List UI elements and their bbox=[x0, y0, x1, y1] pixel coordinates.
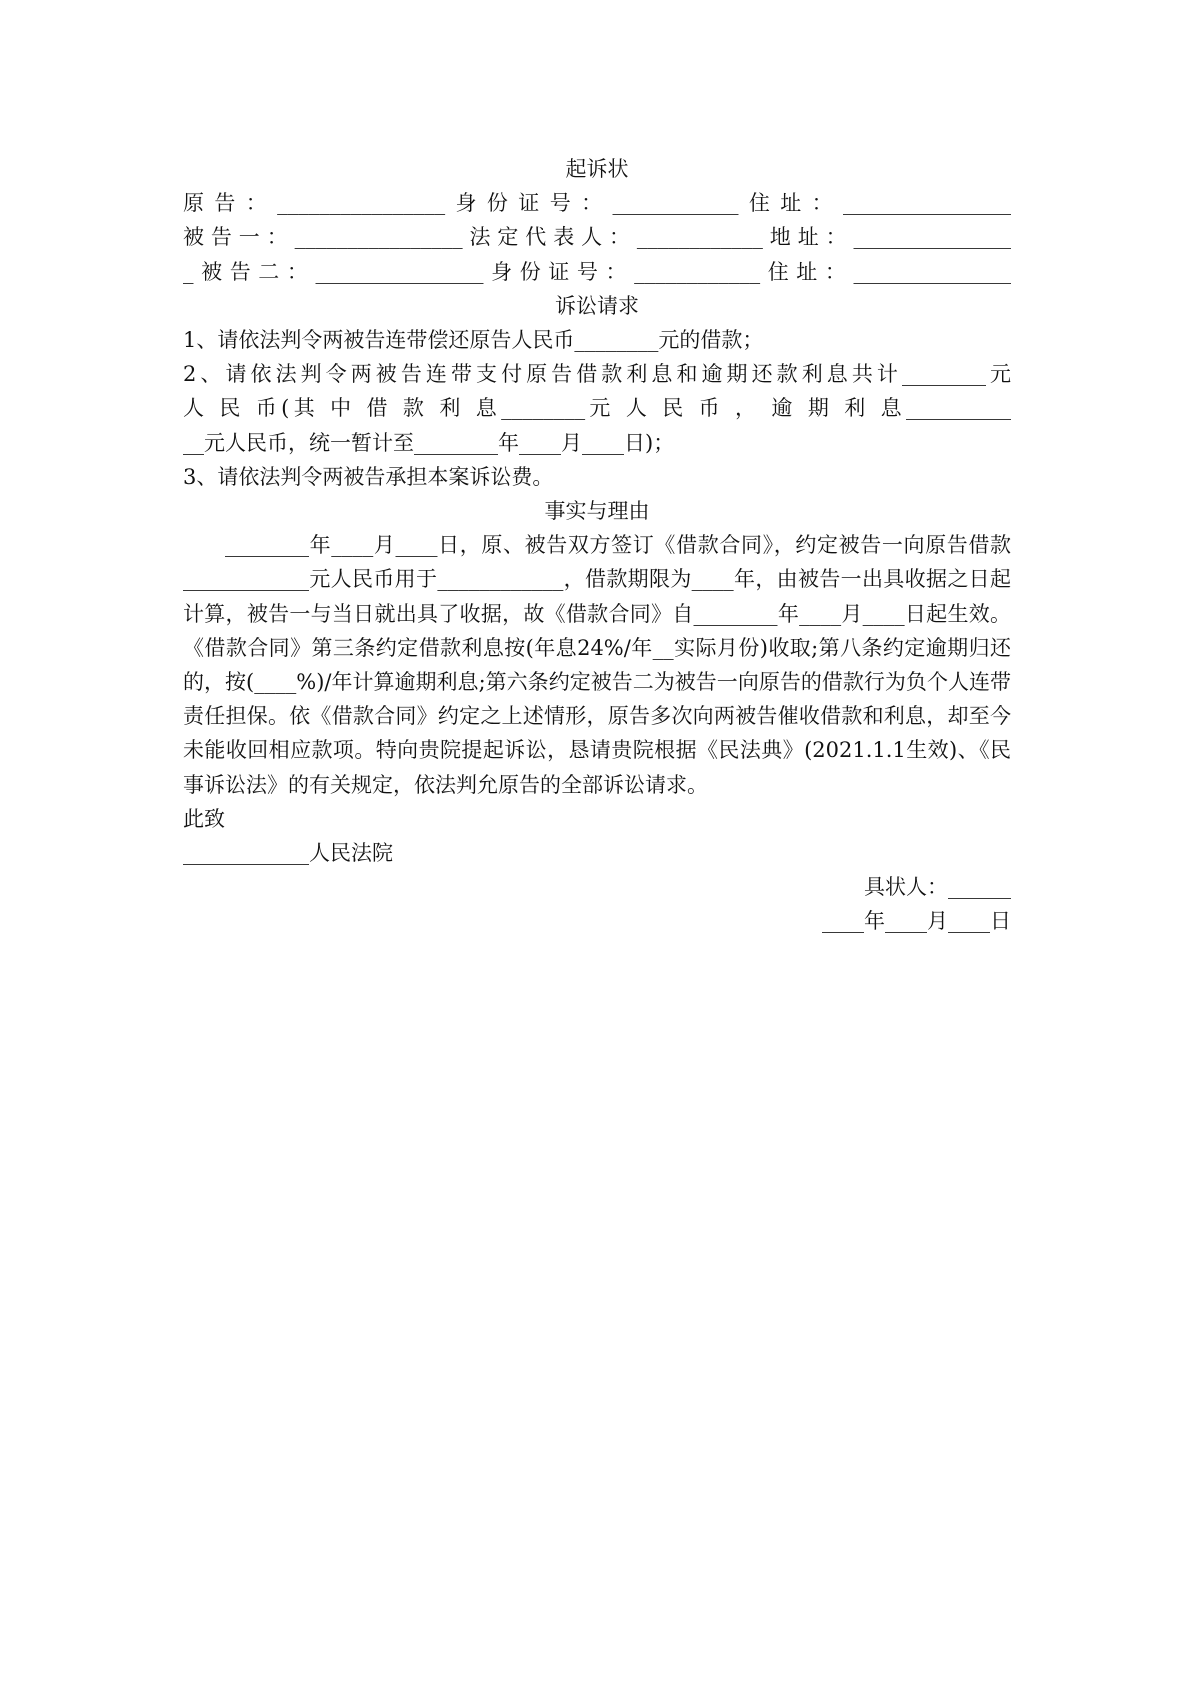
claim-item-2-line-2: 人 民 币(其 中 借 款 利 息________元 人 民 币 ， 逾 期 利 息__________ bbox=[183, 396, 1011, 421]
court-name-line: ____________人民法院 bbox=[183, 841, 393, 866]
salutation: 此致 bbox=[183, 806, 225, 831]
defendant-one-line: 被告一：________________法定代表人：____________地址：_______________ bbox=[183, 225, 1011, 250]
plaintiff-line: 原告：________________身份证号：____________住址：________________ bbox=[183, 191, 1011, 216]
signer-line: 具状人：______ bbox=[864, 875, 1011, 900]
claim-item-2-line-3: __元人民币，统一暂计至________年____月____日)； bbox=[183, 430, 675, 455]
facts-body: ________年____月____日，原、被告双方签订《借款合同》，约定被告一向原告借款____________元人民币用于____________，借款期限为____年，由被告一出具收据之日起计算，被告一与当日就出具了收据，故《借款合同》自________年____月____日起生效。《借款合同》第三条约定借款利息按(年息24%/年__实际月份)收取;第八条约定逾期归还的，按(____%)/年计算逾期利息;第六条约定被告二为被告一向原告的借款行为负个人连带责任担保。依《借款合同》约定之上述情形，原告多次向两被告催收借款和利息，却至今未能收回相应款项。特向贵院提起诉讼，恳请贵院根据《民法典》(2021.1.1生效)、《民事诉讼法》的有关规定，依法判允原告的全部诉讼请求。 bbox=[183, 533, 1011, 797]
signing-date-line: ____年____月____日 bbox=[822, 909, 1011, 934]
claim-item-2-line-1: 2、请依法判令两被告连带支付原告借款利息和逾期还款利息共计________元 bbox=[183, 362, 1011, 387]
claim-item-1: 1、请依法判令两被告连带偿还原告人民币________元的借款； bbox=[183, 328, 764, 353]
defendant-two-line: _被告二：________________身份证号：____________住址：_______________ bbox=[183, 259, 1011, 284]
facts-heading: 事实与理由 bbox=[544, 499, 650, 524]
claim-item-3: 3、请依法判令两被告承担本案诉讼费。 bbox=[183, 464, 554, 489]
complaint-document bbox=[183, 152, 1011, 939]
document-title: 起诉状 bbox=[565, 157, 629, 181]
claims-heading: 诉讼请求 bbox=[555, 293, 639, 318]
